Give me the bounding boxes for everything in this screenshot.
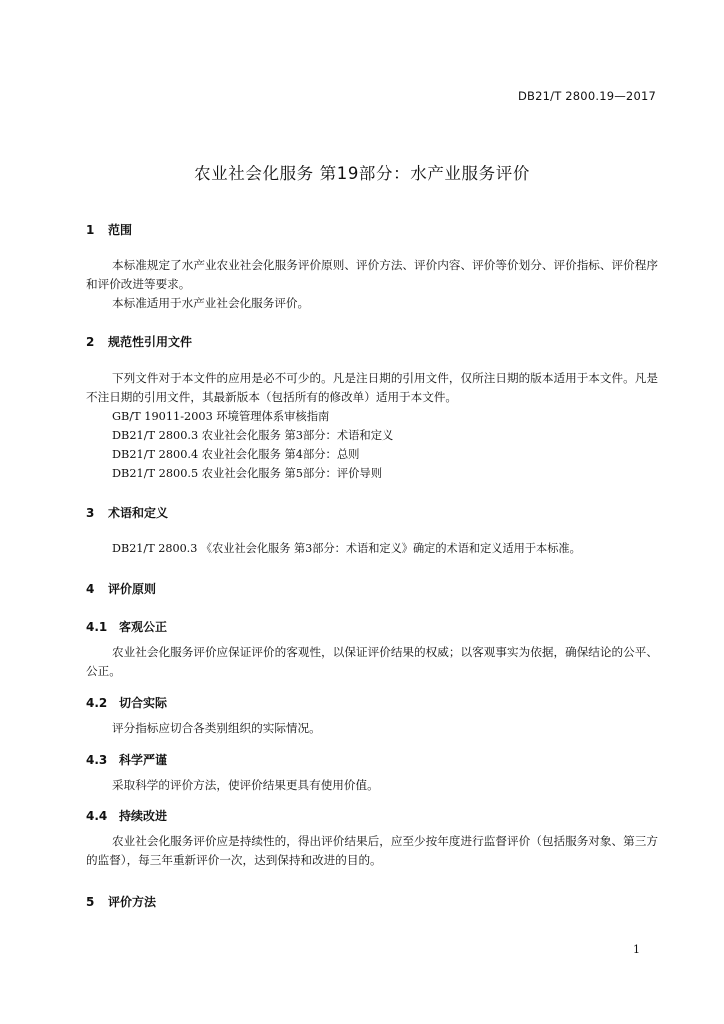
paragraph: 农业社会化服务评价应是持续性的，得出评价结果后，应至少按年度进行监督评价（包括服务对象、第三方的监督），每三年重新评价一次，达到保持和改进的目的。 bbox=[86, 834, 658, 867]
section-2-heading bbox=[86, 333, 658, 350]
reference-item: DB21/T 2800.4 农业社会化服务 第4部分：总则 bbox=[112, 448, 360, 461]
subsection-number: 4.2 bbox=[86, 696, 108, 710]
reference-item: DB21/T 2800.3 农业社会化服务 第3部分：术语和定义 bbox=[112, 429, 394, 442]
section-number: 5 bbox=[86, 895, 95, 909]
section-2-body bbox=[86, 369, 658, 483]
reference-item: DB21/T 2800.5 农业社会化服务 第5部分：评价导则 bbox=[112, 467, 383, 480]
subsection-4-4-heading bbox=[86, 807, 658, 824]
section-1-heading bbox=[86, 221, 658, 238]
section-title: 范围 bbox=[108, 223, 133, 237]
section-title: 规范性引用文件 bbox=[108, 335, 193, 349]
section-5-heading bbox=[86, 893, 658, 910]
section-1-body bbox=[86, 256, 658, 313]
page-number: 1 bbox=[633, 943, 640, 956]
paragraph: 采取科学的评价方法，使评价结果更具有使用价值。 bbox=[112, 778, 379, 792]
subsection-4-2-heading bbox=[86, 694, 658, 711]
subsection-number: 4.3 bbox=[86, 753, 108, 767]
paragraph: 下列文件对于本文件的应用是必不可少的。凡是注日期的引用文件，仅所注日期的版本适用于本文件。凡是不注日期的引用文件，其最新版本（包括所有的修改单）适用于本文件。 bbox=[86, 371, 658, 404]
document-title: 农业社会化服务 第19部分：水产业服务评价 bbox=[194, 164, 530, 183]
paragraph: 本标准适用于水产业社会化服务评价。 bbox=[112, 296, 310, 310]
section-number: 1 bbox=[86, 223, 95, 237]
reference-item: GB/T 19011-2003 环境管理体系审核指南 bbox=[112, 410, 330, 423]
paragraph: 本标准规定了水产业农业社会化服务评价原则、评价方法、评价内容、评价等价划分、评价指标、评价程序和评价改进等要求。 bbox=[86, 258, 658, 291]
section-title: 评价原则 bbox=[108, 582, 157, 596]
subsection-number: 4.1 bbox=[86, 620, 108, 634]
subsection-4-3-body bbox=[86, 776, 658, 795]
section-title: 术语和定义 bbox=[108, 506, 169, 520]
section-number: 3 bbox=[86, 506, 95, 520]
section-title: 评价方法 bbox=[108, 895, 157, 909]
section-3-body bbox=[86, 539, 658, 558]
document-code: DB21/T 2800.19—2017 bbox=[517, 89, 656, 103]
paragraph: DB21/T 2800.3 《农业社会化服务 第3部分：术语和定义》确定的术语和定义适用于本标准。 bbox=[112, 542, 581, 555]
subsection-title: 客观公正 bbox=[119, 620, 168, 634]
subsection-title: 科学严谨 bbox=[119, 753, 168, 767]
paragraph: 农业社会化服务评价应保证评价的客观性，以保证评价结果的权威；以客观事实为依据，确保结论的公平、公正。 bbox=[86, 645, 658, 678]
subsection-4-2-body bbox=[86, 719, 658, 738]
paragraph: 评分指标应切合各类别组织的实际情况。 bbox=[112, 721, 321, 735]
section-4-heading bbox=[86, 580, 658, 597]
subsection-4-4-body bbox=[86, 832, 658, 870]
subsection-number: 4.4 bbox=[86, 809, 108, 823]
subsection-4-3-heading bbox=[86, 751, 658, 768]
section-3-heading bbox=[86, 504, 658, 521]
subsection-4-1-body bbox=[86, 643, 658, 681]
subsection-title: 持续改进 bbox=[119, 809, 168, 823]
subsection-4-1-heading bbox=[86, 618, 658, 635]
section-number: 4 bbox=[86, 582, 95, 596]
section-number: 2 bbox=[86, 335, 95, 349]
subsection-title: 切合实际 bbox=[119, 696, 168, 710]
